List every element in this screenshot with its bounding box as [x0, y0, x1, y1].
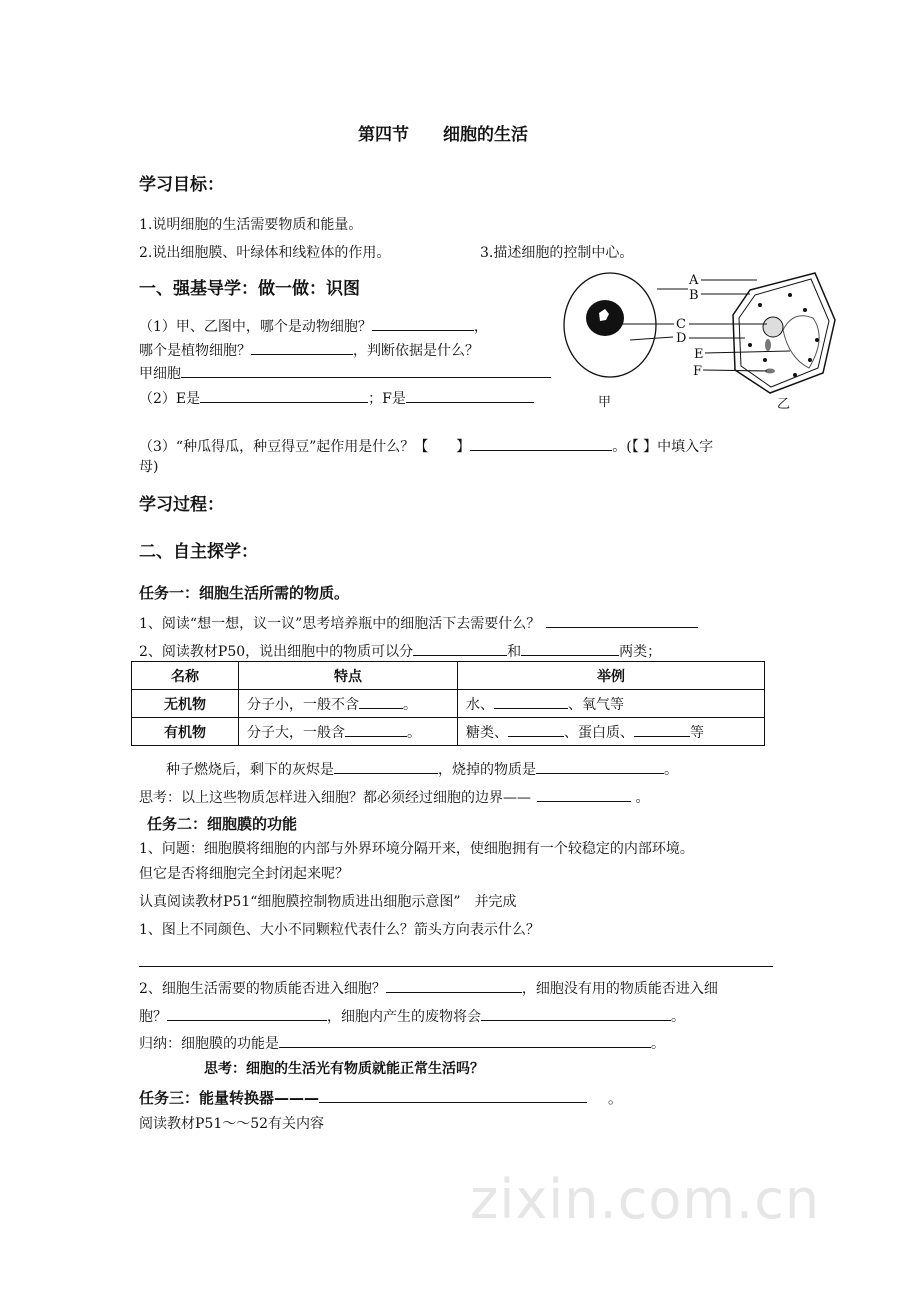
- task1-heading: 任务一：细胞生活所需的物质。: [139, 584, 350, 602]
- label-e: E: [694, 347, 704, 362]
- caption-jia: 甲: [598, 395, 612, 410]
- goal-2: 2.说出细胞膜、叶绿体和线粒体的作用。: [139, 245, 391, 261]
- table-row: 无机物 分子小，一般不含 。 水、 、氧气等: [132, 690, 765, 718]
- seed-question: 种子燃烧后，剩下的灰烬是 ，烧掉的物质是 。: [166, 759, 678, 779]
- task2-think: 思考：细胞的生活光有物质就能正常生活吗？: [204, 1061, 484, 1077]
- blank[interactable]: [167, 1006, 327, 1021]
- q1a: （1）甲、乙图中，哪个是动物细胞？ ，: [139, 316, 488, 336]
- task2-p3: 认真阅读教材P51“细胞膜控制物质进出细胞示意图” 并完成: [139, 894, 517, 910]
- blank[interactable]: [359, 694, 403, 709]
- part1-heading: 一、强基导学：做一做：识图: [139, 279, 360, 299]
- q2: （2）E是 ；F是: [139, 388, 534, 408]
- substance-table: [131, 661, 765, 746]
- task2-p2: 但它是否将细胞完全封闭起来呢？: [139, 866, 349, 882]
- table-header-row: 名称 特点 举例: [132, 662, 765, 690]
- task2-summary: 归纳：细胞膜的功能是 。: [139, 1033, 665, 1053]
- label-c: C: [676, 317, 686, 332]
- task2-heading: 任务二：细胞膜的功能: [147, 815, 298, 833]
- cell-diagram: [555, 265, 845, 415]
- blank[interactable]: [334, 759, 438, 774]
- blank[interactable]: [279, 1033, 651, 1048]
- process-heading: 学习过程：: [139, 495, 224, 515]
- q3-cont: 母): [139, 459, 159, 475]
- task1-q1: 1、阅读“想一想，议一议”思考培养瓶中的细胞活下去需要什么？: [139, 613, 698, 633]
- q3: （3）“种瓜得瓜，种豆得豆”起作用是什么？【 】 。(【 】中填入字: [139, 436, 713, 456]
- blank[interactable]: [345, 722, 407, 737]
- plant-nucleus: [763, 317, 783, 337]
- blank[interactable]: [521, 641, 619, 656]
- goal-1: 1.说明细胞的生活需要物质和能量。: [139, 217, 363, 233]
- label-b: B: [689, 288, 699, 303]
- part2-heading: 二、自主探学：: [139, 542, 258, 562]
- blank[interactable]: [536, 759, 664, 774]
- blank[interactable]: [251, 340, 353, 355]
- blank[interactable]: [546, 613, 698, 628]
- goals-heading: 学习目标：: [139, 175, 224, 195]
- blank[interactable]: [634, 722, 690, 737]
- vacuole: [783, 316, 819, 368]
- blank[interactable]: [537, 787, 631, 802]
- blank[interactable]: [494, 694, 568, 709]
- task2-q2-cont: 胞？ ，细胞内产生的废物将会 。: [139, 1006, 685, 1026]
- task1-q2: 2、阅读教材P50，说出细胞中的物质可以分 和 两类；: [139, 641, 661, 661]
- blank[interactable]: [200, 388, 368, 403]
- q1c: 甲细胞: [139, 363, 551, 383]
- blank[interactable]: [181, 363, 551, 378]
- task2-q2: 2、细胞生活需要的物质能否进入细胞？ ，细胞没有用的物质能否进入细: [139, 978, 718, 998]
- caption-yi: 乙: [777, 397, 791, 412]
- label-f: F: [693, 364, 703, 379]
- label-a: A: [689, 273, 699, 288]
- task3-read: 阅读教材P51～～52有关内容: [139, 1116, 325, 1132]
- think-question: 思考：以上这些物质怎样进入细胞？都必须经过细胞的边界—— 。: [139, 787, 649, 807]
- blank[interactable]: [413, 641, 507, 656]
- blank[interactable]: [508, 722, 564, 737]
- page-title: 第四节 细胞的生活: [358, 125, 528, 145]
- task3-heading: 任务三：能量转换器——— 。: [139, 1089, 623, 1107]
- task2-p4: 1、图上不同颜色、大小不同颗粒代表什么？箭头方向表示什么？: [139, 922, 540, 938]
- blank[interactable]: [372, 316, 474, 331]
- blank[interactable]: [470, 436, 612, 451]
- answer-line[interactable]: [139, 966, 773, 967]
- task2-p1: 1、问题：细胞膜将细胞的内部与外界环境分隔开来，使细胞拥有一个较稳定的内部环境。: [139, 841, 694, 857]
- blank[interactable]: [481, 1006, 671, 1021]
- table-row: 有机物 分子大，一般含 。 糖类、 、蛋白质、 等: [132, 718, 765, 746]
- blank[interactable]: [319, 1088, 587, 1103]
- blank[interactable]: [386, 978, 522, 993]
- q1b: 哪个是植物细胞？ ，判断依据是什么？: [139, 340, 479, 360]
- watermark: zixin.com.cn: [470, 1168, 821, 1231]
- goal-3: 3.描述细胞的控制中心。: [480, 245, 634, 261]
- blank[interactable]: [406, 388, 534, 403]
- label-d: D: [676, 331, 687, 346]
